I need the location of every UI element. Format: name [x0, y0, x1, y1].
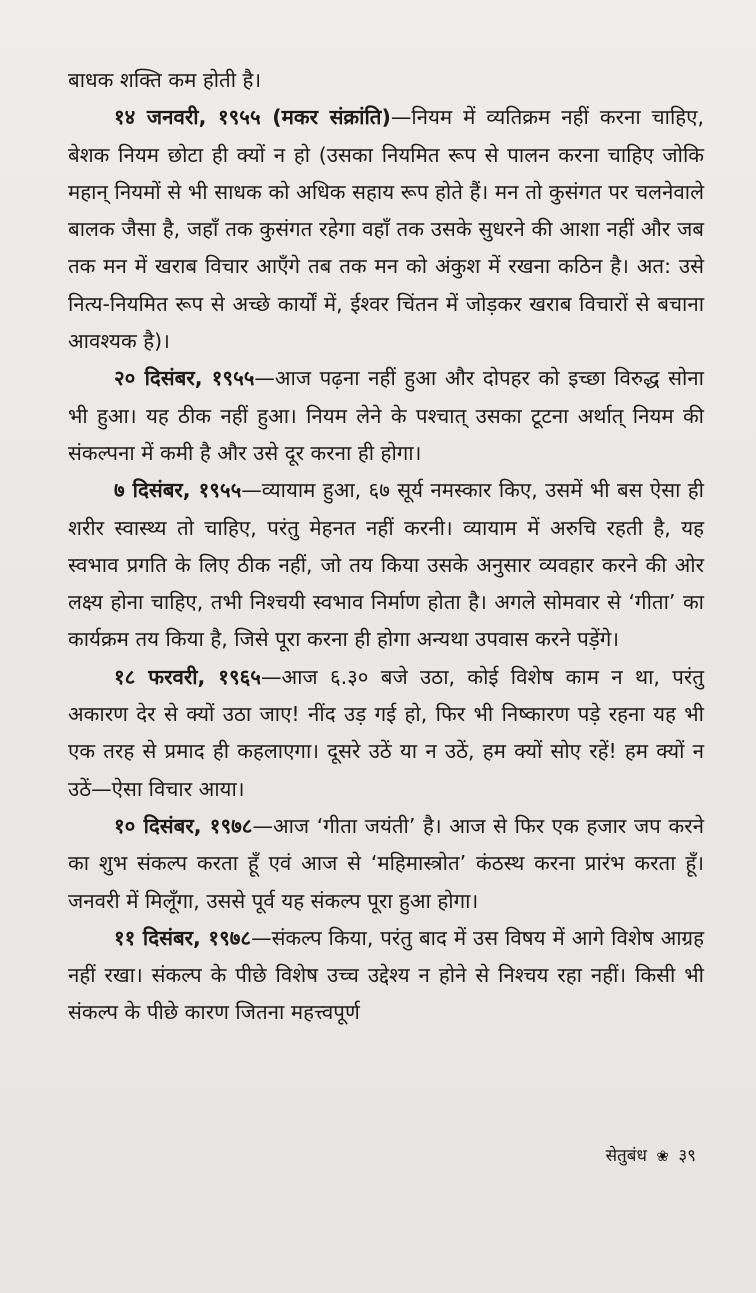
entry-date: १४ जनवरी, १९५५ (मकर संक्रांति) [114, 105, 391, 130]
entry-text: —आज पढ़ना नहीं हुआ और दोपहर को इच्छा विरुद्ध सोना भी हुआ। यह ठीक नहीं हुआ। नियम लेने के पश्चात् उसका टूटना अर्थात् नियम की संकल्पना में कमी है और उसे दूर करना ही होगा। [68, 366, 704, 465]
entry-date: २० दिसंबर, १९५५ [114, 366, 255, 391]
paragraph-continuation [68, 62, 704, 99]
diary-entry-7-dec-1955 [68, 472, 704, 658]
entry-text: —आज ‘गीता जयंती’ है। आज से फिर एक हजार जप करने का शुभ संकल्प करता हूँ एवं आज से ‘महिमास्त्रोत’ कंठस्थ करना प्रारंभ करता हूँ। जनवरी में मिलूँगा, उससे पूर्व यह संकल्प पूरा हुआ होगा। [68, 813, 704, 913]
entry-date: ११ दिसंबर, १९७८ [114, 925, 252, 950]
page-body [68, 62, 704, 1032]
entry-text: —नियम में व्यतिक्रम नहीं करना चाहिए, बेशक नियम छोटा ही क्यों न हो (उसका नियमित रूप से पालन करना चाहिए जोकि महान् नियमों से भी साधक को अधिक सहाय रूप होते हैं। मन तो कुसंगत पर चलनेवाले बालक जैसा है, जहाँ तक कुसंगत रहेगा वहाँ तक उसके सुधरने की आशा नहीं और जब तक मन में खराब विचार आएँगे तब तक मन को अंकुश में रखना कठिन है। अत: उसे नित्य-नियमित रूप से अच्छे कार्यों में, ईश्वर चिंतन में जोड़कर खराब विचारों से बचाना आवश्यक है)। [68, 105, 704, 354]
flower-ornament-icon: ❀ [656, 1147, 669, 1165]
entry-date: १८ फरवरी, १९६५ [114, 664, 261, 689]
entry-text: —संकल्प किया, परंतु बाद में उस विषय में आगे विशेष आग्रह नहीं रखा। संकल्प के पीछे विशेष उच्च उद्देश्य न होने से निश्चय रहा नहीं। किसी भी संकल्प के पीछे कारण जितना महत्त्वपूर्ण [68, 925, 705, 1025]
book-title: सेतुबंध [605, 1146, 647, 1166]
page-number: ३९ [678, 1146, 696, 1166]
entry-date: ७ दिसंबर, १९५५ [114, 478, 242, 503]
diary-entry-20-dec-1955 [68, 360, 704, 472]
diary-entry-14-jan-1955 [68, 99, 704, 360]
entry-text: —आज ६.३० बजे उठा, कोई विशेष काम न था, परंतु अकारण देर से क्यों उठा जाए! नींद उड़ गई हो, फिर भी निष्कारण पड़े रहना यह भी एक तरह से प्रमाद ही कहलाएगा। दूसरे उठें या न उठें, हम क्यों सोए रहें! हम क्यों न उठें—ऐसा विचार आया। [68, 664, 704, 801]
entry-date: १० दिसंबर, १९७८ [114, 813, 253, 838]
entry-text: —व्यायाम हुआ, ६७ सूर्य नमस्कार किए, उसमें भी बस ऐसा ही शरीर स्वास्थ्य तो चाहिए, परंतु मेहनत नहीं करनी। व्यायाम में अरुचि रहती है, यह स्वभाव प्रगति के लिए ठीक नहीं, जो तय किया उसके अनुसार व्यवहार करने की ओर लक्ष्य होना चाहिए, तभी निश्चयी स्वभाव निर्माण होता है। अगले सोमवार से ‘गीता’ का कार्यक्रम तय किया है, जिसे पूरा करना ही होगा अन्यथा उपवास करने पड़ेंगे। [68, 478, 704, 652]
paragraph-text: बाधक शक्ति कम होती है। [68, 68, 262, 92]
diary-entry-11-dec-1978 [68, 920, 704, 1032]
diary-entry-10-dec-1978 [68, 808, 704, 920]
page-footer [606, 1143, 696, 1166]
diary-entry-18-feb-1965 [68, 659, 704, 808]
